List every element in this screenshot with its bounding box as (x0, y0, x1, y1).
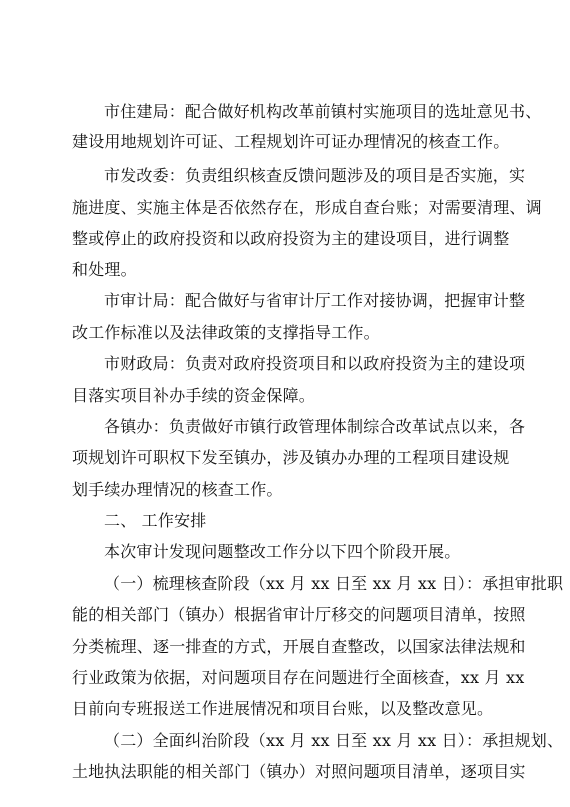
text-line: 施进度、实施主体是否依然存在，形成自查台账；对需要清理、调 (72, 198, 542, 217)
text-line: 能的相关部门（镇办）根据省审计厅移交的问题项目清单，按照 (72, 605, 526, 624)
text-line: 和处理。 (72, 260, 137, 279)
text-line: 市住建局：配合做好机构改革前镇村实施项目的选址意见书、 (104, 102, 542, 121)
text-line: 改工作标准以及法律政策的支撑指导工作。 (72, 323, 380, 342)
text-line: 土地执法职能的相关部门（镇办）对照问题项目清单，逐项目实 (72, 762, 526, 781)
text-line: 项规划许可职权下发至镇办，涉及镇办办理的工程项目建设规 (72, 448, 510, 467)
text-line: 行业政策为依据，对问题项目存在问题进行全面核查，xx 月 xx (72, 668, 525, 687)
text-line: （一）梳理核查阶段（xx 月 xx 日至 xx 月 xx 日）：承担审批职 (104, 574, 564, 593)
text-line: 本次审计发现问题整改工作分以下四个阶段开展。 (104, 542, 461, 561)
text-line: 市审计局：配合做好与省审计厅工作对接协调，把握审计整 (104, 291, 526, 310)
text-line: 日前向专班报送工作进展情况和项目台账，以及整改意见。 (72, 699, 494, 718)
text-line: 分类梳理、逐一排查的方式，开展自查整改，以国家法律法规和 (72, 637, 526, 656)
text-line: 划手续办理情况的核查工作。 (72, 480, 283, 499)
text-line: 目落实项目补办手续的资金保障。 (72, 386, 316, 405)
text-line: 市发改委：负责组织核查反馈问题涉及的项目是否实施，实 (104, 166, 526, 185)
text-line: 市财政局：负责对政府投资项目和以政府投资为主的建设项 (104, 354, 526, 373)
text-line: 建设用地规划许可证、工程规划许可证办理情况的核查工作。 (72, 132, 510, 151)
section-heading: 二、 工作安排 (104, 511, 207, 530)
text-line: 各镇办：负责做好市镇行政管理体制综合改革试点以来，各 (104, 417, 526, 436)
text-line: 整或停止的政府投资和以政府投资为主的建设项目，进行调整 (72, 229, 510, 248)
text-line: （二）全面纠治阶段（xx 月 xx 日至 xx 月 xx 日）：承担规划、 (104, 731, 564, 750)
